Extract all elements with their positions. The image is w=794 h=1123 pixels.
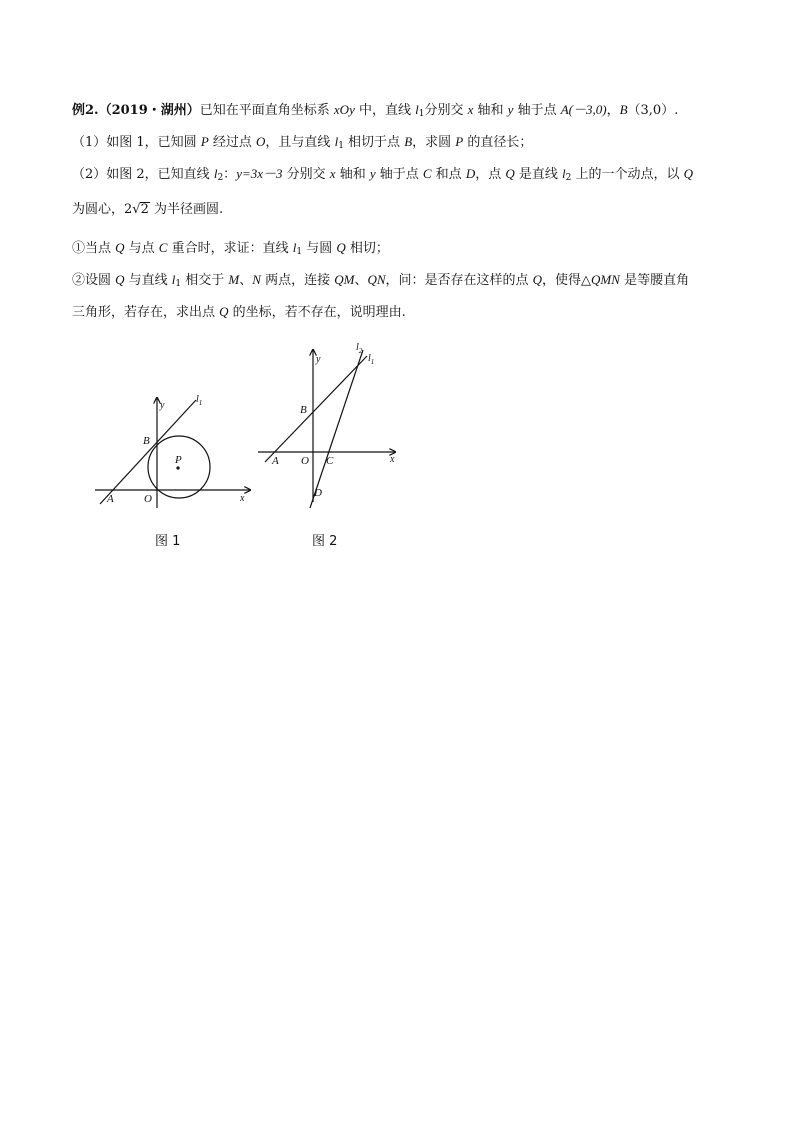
line-l1 — [100, 400, 196, 504]
label-d: D — [314, 487, 322, 499]
label-c: C — [326, 455, 334, 467]
sub-question-1: ①当点 Q 与点 C 重合时，求证：直线 $l_1$ 与圆 Q 相切； — [72, 240, 389, 257]
problem-label: 例2. — [72, 103, 99, 118]
label-y: y — [160, 400, 165, 411]
label-x: x — [390, 454, 395, 465]
sub-question-2-cont: 三角形，若存在，求出点 Q 的坐标，若不存在，说明理由. — [72, 304, 406, 320]
line-l1 — [265, 356, 367, 462]
problem-source: （2019・湖州） — [98, 103, 200, 118]
center-p-point — [176, 466, 179, 469]
label-o: O — [301, 455, 309, 467]
label-a: A — [107, 493, 114, 505]
label-b: B — [300, 404, 307, 416]
figure-2 — [255, 340, 405, 515]
question-1: （1）如图 1，已知圆 P 经过点 O，且与直线 $l_1$ 相切于点 B，求圆 P 的直径长； — [72, 134, 533, 151]
label-l2: $l_2$ — [356, 342, 363, 355]
question-2: （2）如图 2，已知直线 $l_2$：y=3x－3 分别交 x 轴和 y 轴于点 C 和点 D，点 Q 是直线 $l_2$ 上的一个动点，以 Q — [72, 166, 694, 183]
sub-question-2: ②设圆 Q 与直线 $l_1$ 相交于 M、N 两点，连接 QM、QN，问：是否存在这样的点 Q，使得△QMN 是等腰直角 — [72, 272, 690, 289]
label-y: y — [316, 354, 321, 365]
figure-1-caption: 图 1 — [155, 534, 181, 549]
figure-1 — [90, 390, 260, 515]
problem-intro: 例2.（2019・湖州）已知在平面直角坐标系 xOy 中，直线 $l_1$分别交 x 轴和 y 轴于点 A(－3,0)，B（3,0）. — [72, 102, 679, 119]
label-b: B — [143, 435, 150, 447]
label-o: O — [144, 493, 152, 505]
label-p: P — [175, 454, 182, 466]
line-l2 — [310, 350, 363, 508]
label-x: x — [240, 493, 245, 504]
question-2-cont: 为圆心，2√2 为半径画圆. — [72, 202, 224, 217]
label-l1: $l_1$ — [196, 394, 203, 407]
label-a: A — [272, 455, 279, 467]
label-l1: $l_1$ — [368, 353, 375, 366]
figure-2-caption: 图 2 — [312, 534, 338, 549]
